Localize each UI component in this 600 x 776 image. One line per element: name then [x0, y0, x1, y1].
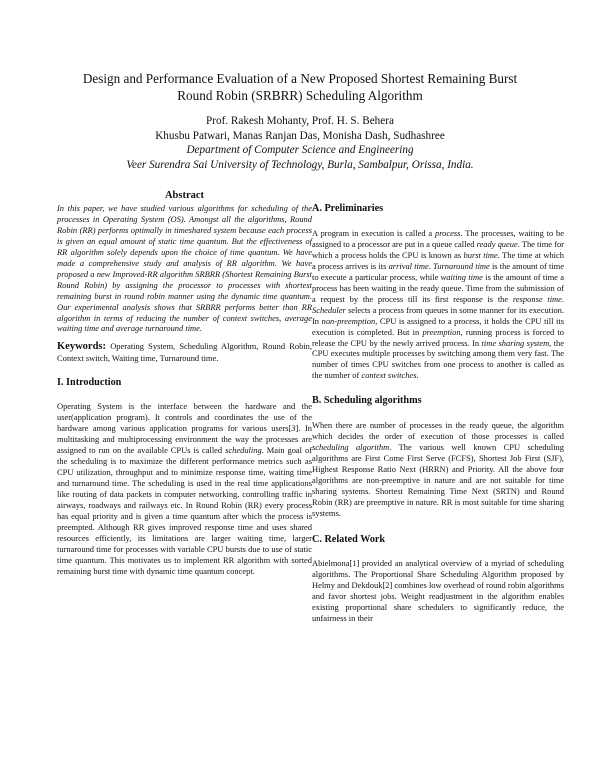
paper-title: [40, 70, 560, 104]
preliminaries-paragraph: [312, 228, 564, 381]
scheduling-heading: B. Scheduling algorithms: [312, 395, 422, 407]
authors-line-1: Prof. Rakesh Mohanty, Prof. H. S. Behera: [206, 115, 394, 127]
title-line-1: Design and Performance Evaluation of a New Proposed Shortest Remaining Burst: [82, 71, 518, 86]
prelim-text-10: CPU is assigned to a process, it holds the CPU till its execution is completed. But in: [312, 315, 564, 337]
term-arrival-time: arrival time: [388, 260, 429, 271]
term-burst-time: burst time.: [463, 249, 500, 260]
scheduling-paragraph: [312, 420, 564, 519]
term-process: process.: [434, 228, 463, 238]
university: Veer Surendra Sai University of Technology, Burla, Sambalpur, Orissa, India.: [126, 158, 474, 171]
prelim-text-11: , running process is forced to release the CPU by the newly arrived process. In: [312, 326, 564, 348]
term-context-switches: context switches: [361, 370, 417, 381]
department: Department of Computer Science and Engineering: [186, 144, 414, 157]
keywords-paragraph: [57, 341, 312, 364]
intro-text-3: . Main goal of the scheduling is to maximize the different performance metrics such as CPU utilization, throughput and to minimize response time, waiting time and turnaround time. The scheduling is used in the real time applications like routing of data packets in computer networking, controlling traffic in airways, roadways and railways etc. In Round Robin (RR) every process has equal priority and is given a time quantum after which the process is preempted. Although RR gives improved response time and uses shared resources efficiently, its limitations are larger waiting time, larger turnaround time for processes with variable CPU bursts due to use of static time quantum. This motivates us to implement RR algorithm with sorted remaining burst time with dynamic time quantum concept.: [57, 445, 313, 576]
prelim-text-9: selects a process from queues in some manner for its execution. In: [312, 304, 564, 326]
term-waiting-time: waiting time: [440, 271, 483, 282]
introduction-heading: I. Introduction: [57, 377, 122, 389]
related-work-heading: C. Related Work: [312, 533, 386, 545]
abstract-heading: Abstract: [164, 190, 205, 201]
intro-text-1: Operating System is the interface between the hardware and the user(application program). It controls and coordinates the use of the hardware among various application programs for various users[: [57, 401, 312, 434]
preliminaries-heading: A. Preliminaries: [312, 203, 384, 214]
sched-text-1: When there are number of processes in the ready queue, the algorithm which decides the order of execution of those processes is called: [312, 420, 564, 442]
prelim-text-13: .: [416, 370, 419, 381]
term-non-preemption: non-preemption,: [321, 315, 378, 326]
introduction-paragraph: [57, 401, 312, 576]
author-block: [40, 114, 560, 172]
prelim-text-3: . The time for which a process holds the CPU is known as: [312, 238, 564, 260]
prelim-text-12: , the CPU executes multiple processes by switching among them very fast. The number of times CPU switches from one process to another is called as the number of: [312, 337, 564, 381]
title-line-2: Round Robin (SRBRR) Scheduling Algorithm: [177, 88, 423, 103]
abstract-text: In this paper, we have studied various algorithms for scheduling of the processes in Operating System (OS). Amongst all the algorithms, Round Robin (RR) performs optimally in timeshared system because each process is given an equal amount of static time quantum. But the effectiveness of RR algorithm solely depends upon the choice of time quantum. We have made a comprehensive study and analysis of RR algorithm. We have proposed a new Improved-RR algorithm SRBRR (Shortest Remaining Burst Round Robin) by assigning the processor to processes with shortest remaining burst in round robin manner using the dynamic time quantum. Our experimental analysis shows that SRBRR performs better than RR algorithm in terms of reducing the number of context switches, average waiting time and average turnaround time.: [57, 203, 312, 334]
prelim-text-4: The time at which a process arrives is its: [312, 249, 564, 271]
prelim-text-2: The processes, waiting to be assigned to a processor are put in a queue called: [312, 228, 564, 249]
keywords-text: Operating System, Scheduling Algorithm, Round Robin, Context switch, Waiting time, Turnaround time.: [57, 341, 312, 364]
term-response-time: response time: [512, 293, 562, 304]
authors-line-2: Khusbu Patwari, Manas Ranjan Das, Monisha Dash, Sudhashree: [155, 129, 445, 142]
term-scheduling-algorithm: scheduling algorithm: [312, 442, 390, 453]
prelim-text-7: is the amount of time a process has been waiting in the ready queue. Time from the submission of a request by the process till its first response is the: [312, 271, 565, 304]
right-column: [312, 196, 564, 624]
related-work-paragraph: Abielmona[1] provided an analytical overview of a myriad of scheduling algorithms. The Proportional Share Scheduling Algorithm proposed by Helmy and Dekdouk[2] combines low overhead of round robin algorithms and favor shortest jobs. Weight readjustment in the algorithm enables existing proportional share schedulers to significantly reduce, the unfairness in their: [312, 557, 564, 623]
term-scheduler: Scheduler: [312, 304, 346, 315]
term-time-sharing-system: time sharing system: [481, 337, 550, 348]
keywords-label: Keywords:: [57, 341, 106, 353]
left-column: [57, 190, 312, 577]
prelim-text-1: A program in execution is called a: [312, 228, 435, 238]
prelim-text-5: .: [428, 260, 434, 271]
term-preemption: preemption: [422, 326, 461, 337]
sched-text-2: . The various well known CPU scheduling algorithms are First Come First Serve (FCFS), Shortest Job First (SJF), Highest Response Ratio Next (HRRN) and Priority. All the above four algorithms are non-preemptive in nature and are not suitable for time sharing systems. Shortest Remaining Time Next (SRTN) and Round Robin (RR) are preemptive in nature. RR is most suitable for time sharing systems.: [312, 442, 564, 518]
term-turnaround-time: Turnaround time: [433, 260, 490, 271]
intro-scheduling-term: scheduling: [225, 445, 262, 456]
reference-3: 3: [291, 423, 296, 434]
term-ready-queue: ready queue: [476, 238, 518, 249]
prelim-text-6: is the amount of time to execute a particular process, while: [312, 260, 564, 282]
intro-text-2: ]. In multitasking and multiprocessing environment the way the processes are assigned to run on the available CPUs is called: [57, 423, 313, 456]
prelim-text-8: .: [561, 293, 565, 304]
